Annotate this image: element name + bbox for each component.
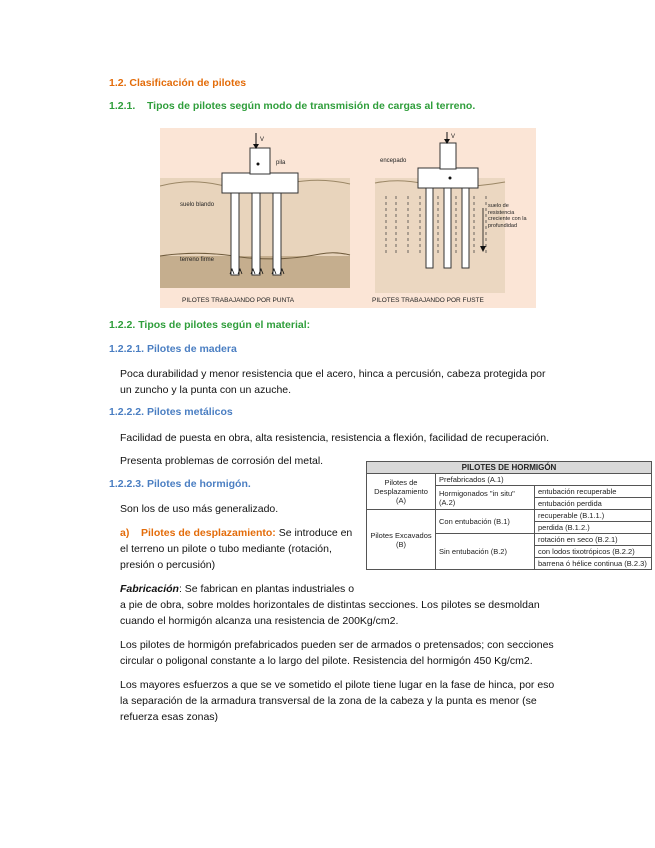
fabricacion-line-2: a pie de obra, sobre moldes horizontales de distintas secciones. Los pilotes se desmoldan: [120, 599, 540, 611]
firm-soil-label: terreno firme: [180, 257, 215, 263]
hormigon-intro: Son los de uso más generalizado.: [120, 503, 279, 515]
heading-hormigon: 1.2.2.3. Pilotes de hormigón.: [109, 478, 251, 490]
pile-diagram-figure: [160, 128, 536, 308]
madera-line-1: Poca durabilidad y menor resistencia que el acero, hinca a percusión, cabeza protegida por: [120, 368, 546, 380]
cell-in-situ: Hormigonados "in situ" (A.2): [436, 486, 535, 510]
prefabricados-line-1: Los pilotes de hormigón prefabricados pueden ser de armados o pretensados; con secciones: [120, 639, 554, 651]
left-caption: PILOTES TRABAJANDO POR PUNTA: [182, 297, 295, 304]
fabricacion-text-1: : Se fabrican en plantas industriales o: [178, 583, 355, 595]
cell-desplazamiento: Pilotes de Desplazamiento (A): [367, 474, 436, 510]
cap-label: encepado: [380, 158, 407, 164]
concrete-piles-table: [366, 461, 652, 570]
desplazamiento-line-1: [120, 525, 352, 541]
cell-prefabricados: Prefabricados (A.1): [436, 474, 652, 486]
esfuerzos-line-2: la separación de la armadura transversal de la zona de la cabeza y la punta es menor (se: [120, 695, 537, 707]
cell-in-situ-1: entubación recuperable: [535, 486, 652, 498]
cell-sin-entubacion: Sin entubación (B.2): [436, 534, 535, 570]
metalicos-line-2: Presenta problemas de corrosión del metal.: [120, 455, 324, 467]
desplazamiento-text-1: Se introduce en: [275, 527, 353, 539]
friction-diagram: [375, 132, 505, 293]
cell-excavados: Pilotes Excavados (B): [367, 510, 436, 570]
cell-in-situ-2: entubación perdida: [535, 498, 652, 510]
esfuerzos-line-1: Los mayores esfuerzos a que se ve sometido el pilote tiene lugar en la fase de hinca, por eso: [120, 679, 555, 691]
section-title: 1.2. Clasificación de pilotes: [109, 77, 247, 89]
end-bearing-diagram: [160, 133, 350, 288]
cell-con-1: recuperable (B.1.1.): [535, 510, 652, 522]
desplazamiento-line-2: el terreno un pilote o tubo mediante (rotación,: [120, 543, 332, 555]
increasing-resistance-label: suelo de resistencia creciente con la profundidad: [488, 203, 527, 229]
fabricacion-line-3: cuando el hormigón alcanza una resistencia de 200Kg/cm2.: [120, 615, 399, 627]
table-header: PILOTES DE HORMIGÓN: [367, 462, 652, 474]
pile-diagram-svg: [160, 128, 536, 308]
soft-soil-label: suelo blando: [180, 202, 215, 208]
esfuerzos-line-3: refuerza esas zonas): [120, 711, 219, 723]
fabricacion-label: Fabricación: [120, 583, 179, 595]
prefabricados-line-2: circular o poligonal constante a lo largo del pilote. Resistencia del hormigón 450 Kg/cm2.: [120, 655, 533, 667]
fabricacion-line-1: [120, 581, 354, 597]
cell-sin-1: rotación en seco (B.2.1): [535, 534, 652, 546]
pile-label: pila: [276, 160, 286, 166]
right-caption: PILOTES TRABAJANDO POR FUSTE: [372, 297, 484, 304]
desplazamiento-line-3: presión o percusión): [120, 559, 216, 571]
metalicos-line-1: Facilidad de puesta en obra, alta resistencia, resistencia a flexión, facilidad de recuperación.: [120, 432, 549, 444]
concrete-piles-table-wrap: [366, 461, 652, 570]
cell-sin-3: barrena ó hélice continua (B.2.3): [535, 558, 652, 570]
madera-line-2: un zuncho y la punta con un azuche.: [120, 384, 292, 396]
cell-con-2: perdida (B.1.2.): [535, 522, 652, 534]
cell-sin-2: con lodos tixotrópicos (B.2.2): [535, 546, 652, 558]
heading-metalicos: 1.2.2.2. Pilotes metálicos: [109, 406, 233, 418]
cell-con-entubacion: Con entubación (B.1): [436, 510, 535, 534]
heading-madera: 1.2.2.1. Pilotes de madera: [109, 343, 237, 355]
increasing-resistance-label-wrap: [488, 203, 534, 253]
subsection-1-2-2: 1.2.2. Tipos de pilotes según el material:: [109, 319, 311, 331]
subsection-1-2-1: 1.2.1. Tipos de pilotes según modo de transmisión de cargas al terreno.: [109, 100, 476, 112]
left-load-label: V: [260, 137, 265, 143]
desplazamiento-label: a) Pilotes de desplazamiento:: [120, 527, 276, 539]
right-load-label: V: [451, 134, 456, 140]
